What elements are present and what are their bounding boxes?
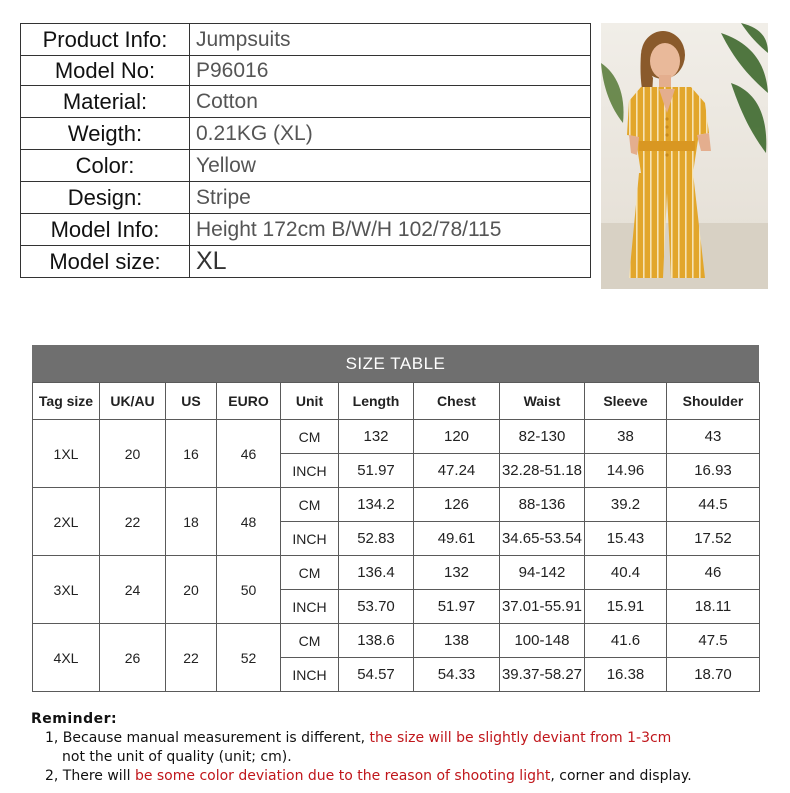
product-photo [601, 23, 768, 289]
length-cell: 51.97 [339, 454, 414, 488]
product-info-row [21, 182, 591, 214]
header-uk-au: UK/AU [100, 383, 166, 420]
product-info-label: Product Info: [21, 24, 190, 56]
size-row-cm [33, 420, 760, 454]
header-euro: EURO [217, 383, 281, 420]
euro-cell: 48 [217, 488, 281, 556]
product-info-label: Weigth: [21, 118, 190, 150]
unit-cell: CM [281, 488, 339, 522]
waist-cell: 100-148 [500, 624, 585, 658]
reminder-item-2-text: 2, There will [45, 768, 135, 784]
length-cell: 52.83 [339, 522, 414, 556]
header-chest: Chest [414, 383, 500, 420]
sleeve-cell: 14.96 [585, 454, 667, 488]
size-row-cm [33, 488, 760, 522]
header-waist: Waist [500, 383, 585, 420]
product-info-label: Color: [21, 150, 190, 182]
uk-au-cell: 24 [100, 556, 166, 624]
tag-size-cell: 1XL [33, 420, 100, 488]
chest-cell: 126 [414, 488, 500, 522]
waist-cell: 34.65-53.54 [500, 522, 585, 556]
shoulder-cell: 17.52 [667, 522, 760, 556]
product-info-value: Cotton [190, 86, 591, 118]
header-length: Length [339, 383, 414, 420]
chest-cell: 132 [414, 556, 500, 590]
euro-cell: 52 [217, 624, 281, 692]
product-info-value: XL [190, 246, 591, 278]
chest-cell: 47.24 [414, 454, 500, 488]
euro-cell: 46 [217, 420, 281, 488]
product-info-row [21, 86, 591, 118]
unit-cell: INCH [281, 658, 339, 692]
product-info-value: Height 172cm B/W/H 102/78/115 [190, 214, 591, 246]
sleeve-cell: 16.38 [585, 658, 667, 692]
size-table [32, 382, 760, 692]
product-info-label: Material: [21, 86, 190, 118]
shoulder-cell: 43 [667, 420, 760, 454]
chest-cell: 120 [414, 420, 500, 454]
unit-cell: CM [281, 624, 339, 658]
waist-cell: 32.28-51.18 [500, 454, 585, 488]
waist-cell: 39.37-58.27 [500, 658, 585, 692]
chest-cell: 49.61 [414, 522, 500, 556]
sleeve-cell: 15.91 [585, 590, 667, 624]
product-info-label: Model Info: [21, 214, 190, 246]
size-row-cm [33, 556, 760, 590]
product-info-row [21, 24, 591, 56]
unit-cell: CM [281, 420, 339, 454]
reminder-item-2 [31, 767, 771, 786]
euro-cell: 50 [217, 556, 281, 624]
product-info-row [21, 246, 591, 278]
product-info-label: Model No: [21, 56, 190, 86]
length-cell: 134.2 [339, 488, 414, 522]
size-row-cm [33, 624, 760, 658]
chest-cell: 138 [414, 624, 500, 658]
shoulder-cell: 18.70 [667, 658, 760, 692]
uk-au-cell: 26 [100, 624, 166, 692]
sleeve-cell: 40.4 [585, 556, 667, 590]
header-unit: Unit [281, 383, 339, 420]
waist-cell: 88-136 [500, 488, 585, 522]
us-cell: 16 [166, 420, 217, 488]
size-table-header-row [33, 383, 760, 420]
product-info-row [21, 56, 591, 86]
reminder-title: Reminder: [31, 711, 118, 727]
length-cell: 132 [339, 420, 414, 454]
unit-cell: INCH [281, 590, 339, 624]
shoulder-cell: 18.11 [667, 590, 760, 624]
shoulder-cell: 46 [667, 556, 760, 590]
product-info-table [20, 23, 591, 278]
uk-au-cell: 22 [100, 488, 166, 556]
waist-cell: 94-142 [500, 556, 585, 590]
us-cell: 22 [166, 624, 217, 692]
header-shoulder: Shoulder [667, 383, 760, 420]
length-cell: 53.70 [339, 590, 414, 624]
shoulder-cell: 47.5 [667, 624, 760, 658]
model-jumpsuit-image [601, 23, 768, 289]
chest-cell: 54.33 [414, 658, 500, 692]
header-tag-size: Tag size [33, 383, 100, 420]
waist-cell: 82-130 [500, 420, 585, 454]
us-cell: 20 [166, 556, 217, 624]
sleeve-cell: 38 [585, 420, 667, 454]
product-info-row [21, 118, 591, 150]
length-cell: 138.6 [339, 624, 414, 658]
tag-size-cell: 2XL [33, 488, 100, 556]
chest-cell: 51.97 [414, 590, 500, 624]
length-cell: 136.4 [339, 556, 414, 590]
product-info-row [21, 214, 591, 246]
reminder-item-1-text: 1, Because manual measurement is different, [45, 730, 370, 746]
us-cell: 18 [166, 488, 217, 556]
tag-size-cell: 3XL [33, 556, 100, 624]
product-info-label: Model size: [21, 246, 190, 278]
length-cell: 54.57 [339, 658, 414, 692]
tag-size-cell: 4XL [33, 624, 100, 692]
reminder-item-1-continued: not the unit of quality (unit; cm). [62, 749, 292, 765]
waist-cell: 37.01-55.91 [500, 590, 585, 624]
reminder-item-2-highlight: be some color deviation due to the reason of shooting light [134, 768, 551, 784]
product-info-value: Jumpsuits [190, 24, 591, 56]
reminder-item-1 [31, 729, 771, 748]
unit-cell: CM [281, 556, 339, 590]
unit-cell: INCH [281, 454, 339, 488]
sleeve-cell: 39.2 [585, 488, 667, 522]
product-info-value: Yellow [190, 150, 591, 182]
sleeve-cell: 41.6 [585, 624, 667, 658]
reminder-item-2-tail: , corner and display. [550, 768, 692, 784]
header-us: US [166, 383, 217, 420]
shoulder-cell: 16.93 [667, 454, 760, 488]
product-info-row [21, 150, 591, 182]
sleeve-cell: 15.43 [585, 522, 667, 556]
product-info-label: Design: [21, 182, 190, 214]
reminder-section [31, 710, 771, 786]
shoulder-cell: 44.5 [667, 488, 760, 522]
unit-cell: INCH [281, 522, 339, 556]
reminder-item-1-highlight: the size will be slightly deviant from 1-3cm [369, 730, 672, 746]
header-sleeve: Sleeve [585, 383, 667, 420]
product-info-value: P96016 [190, 56, 591, 86]
size-table-title: SIZE TABLE [32, 345, 759, 382]
product-info-value: Stripe [190, 182, 591, 214]
product-info-value: 0.21KG (XL) [190, 118, 591, 150]
uk-au-cell: 20 [100, 420, 166, 488]
